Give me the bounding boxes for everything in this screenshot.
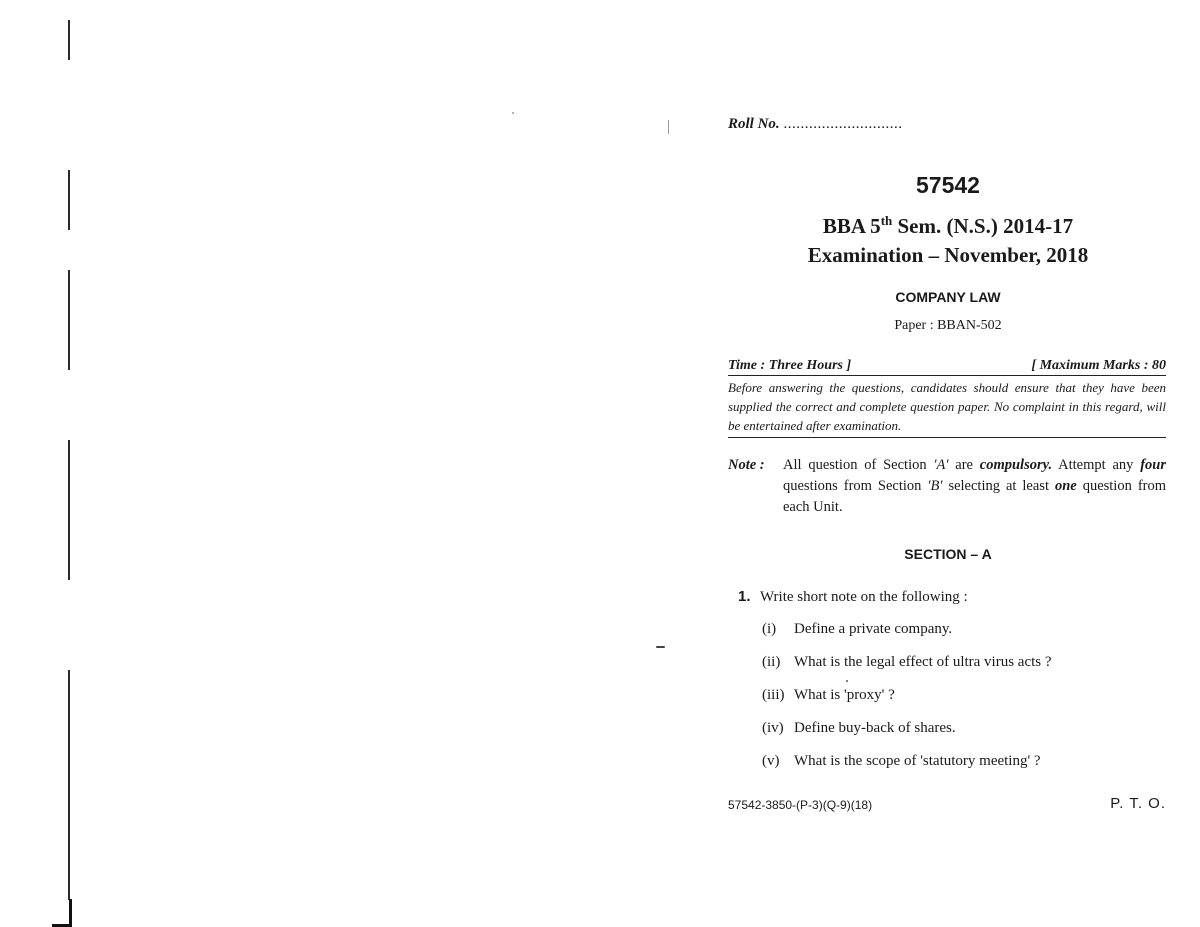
course-superscript: th xyxy=(880,213,893,228)
binding-edge-segment xyxy=(68,270,70,370)
sub-question-list xyxy=(762,621,1052,786)
footer-print-code: 57542-3850-(P-3)(Q-9)(18) xyxy=(728,798,873,812)
binding-edge-segment xyxy=(68,670,70,900)
time-marks-row xyxy=(728,358,1166,376)
question-1 xyxy=(738,588,968,606)
course-prefix: BBA 5 xyxy=(822,214,881,238)
exam-paper xyxy=(728,0,1168,927)
sub-question-text: What is the scope of 'statutory meeting' ? xyxy=(794,753,1041,769)
note-compulsory: compulsory. xyxy=(979,457,1053,473)
binding-edge xyxy=(68,20,70,900)
note-fragment: All question of Section xyxy=(783,457,934,473)
note-fragment: selecting at least xyxy=(942,478,1055,494)
paper-name: Paper : BBAN-502 xyxy=(894,318,1002,333)
note-section-a: 'A' xyxy=(933,457,949,473)
note-one: one xyxy=(1054,478,1077,494)
subject-title: COMPANY LAW xyxy=(895,289,1001,305)
note-fragment: questions from Section xyxy=(783,478,928,494)
note-label: Note : xyxy=(728,457,765,473)
binding-edge-segment xyxy=(68,20,70,60)
scan-speck xyxy=(512,112,514,114)
scan-speck xyxy=(656,646,665,648)
scan-speck xyxy=(668,120,669,134)
sub-question-numeral: (ii) xyxy=(762,654,781,670)
roll-label: Roll No. xyxy=(728,116,780,132)
sub-question-numeral: (i) xyxy=(762,621,777,637)
sub-question-text: Define a private company. xyxy=(794,621,953,637)
sub-question-numeral: (v) xyxy=(762,753,780,769)
note-fragment: Attempt any xyxy=(1052,457,1141,473)
list-item xyxy=(762,720,1052,753)
question-text: Write short note on the following : xyxy=(760,589,968,605)
note-section-b: 'B' xyxy=(927,478,943,494)
note-fragment: are xyxy=(948,457,980,473)
time-allowed: Time : Three Hours ] xyxy=(728,358,852,373)
list-item xyxy=(762,654,1052,687)
sub-question-numeral: (iv) xyxy=(762,720,784,736)
note-text xyxy=(783,455,1166,518)
roll-number-line xyxy=(728,116,902,133)
candidate-instruction: Before answering the questions, candidates should ensure that they have been supplied the correct and complete question paper. No complaint in this regard, will be entertained after examination. xyxy=(728,378,1166,438)
note-block xyxy=(728,455,1166,518)
list-item xyxy=(762,621,1052,654)
list-item xyxy=(762,753,1052,786)
note-four: four xyxy=(1140,457,1166,473)
exam-title: Examination – November, 2018 xyxy=(807,243,1089,267)
course-title xyxy=(728,213,1168,239)
scan-corner-mark xyxy=(52,899,72,927)
sub-question-text: What is the legal effect of ultra virus acts ? xyxy=(794,654,1052,670)
footer-pto: P. T. O. xyxy=(1110,795,1166,812)
paper-code-number: 57542 xyxy=(916,172,980,198)
sub-question-text: What is 'proxy' ? xyxy=(794,687,895,703)
roll-dots: ............................ xyxy=(783,116,903,132)
section-a-heading: SECTION – A xyxy=(904,546,992,562)
list-item xyxy=(762,687,1052,720)
sub-question-text: Define buy-back of shares. xyxy=(794,720,956,736)
note-fragment: question from each Unit. xyxy=(783,478,1166,515)
sub-question-numeral: (iii) xyxy=(762,687,785,703)
maximum-marks: [ Maximum Marks : 80 xyxy=(1031,358,1166,373)
question-number: 1. xyxy=(738,588,751,605)
binding-edge-segment xyxy=(68,440,70,580)
binding-edge-segment xyxy=(68,170,70,230)
course-suffix: Sem. (N.S.) 2014-17 xyxy=(892,214,1074,238)
